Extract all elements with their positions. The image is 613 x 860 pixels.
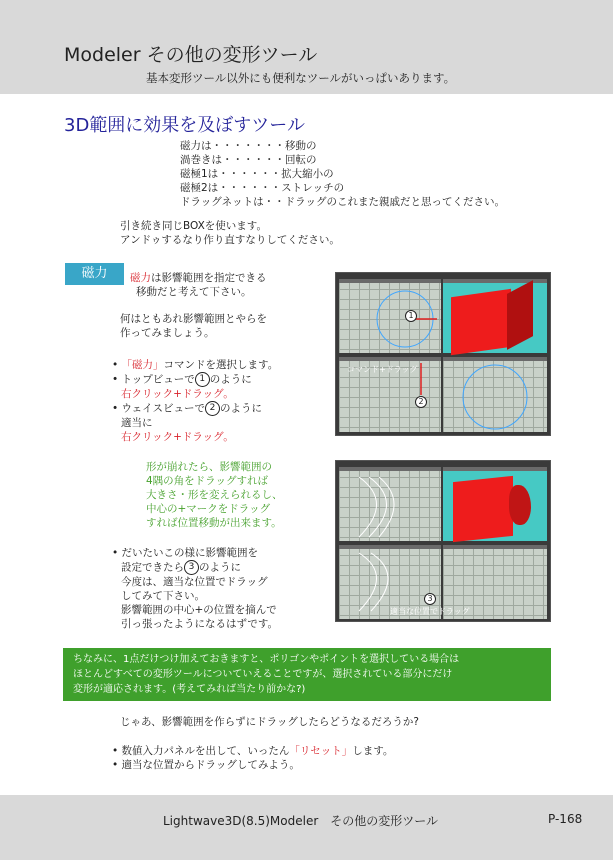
- marker-2: 2: [415, 396, 427, 408]
- section-title: 3D範囲に効果を及ぼすツール: [64, 115, 305, 136]
- magnet-steps: [112, 358, 327, 444]
- step-4-line: のように: [199, 561, 241, 574]
- page-title: Modeler その他の変形ツール: [64, 44, 318, 66]
- tool-list-item: ドラッグネットは・・ドラッグのこれまた親戚だと思ってください。: [180, 196, 505, 208]
- deformed-mesh: [339, 467, 441, 541]
- step-2-text-post: のように: [209, 373, 252, 386]
- note-line: 4隅の角をドラッグすれば: [146, 475, 268, 487]
- para-line: 何はともあれ影響範囲とやらを: [120, 313, 267, 325]
- drag-arrow: [339, 357, 441, 432]
- note-box-line: ちなみに、1点だけつけ加えておきますと、ポリゴンやポイントを選択している場合は: [73, 654, 460, 665]
- circled-number: 2: [205, 401, 220, 416]
- top-viewport: [339, 279, 441, 353]
- screenshot-caption: 適当な位置でドラッグ: [390, 607, 470, 616]
- step-4-line: 設定できたら: [121, 561, 184, 574]
- page-header: [0, 0, 613, 94]
- step-1-command: 「磁力」: [121, 359, 164, 371]
- step-2-action: 右クリック+ドラッグ。: [121, 388, 234, 400]
- page-subtitle: 基本変形ツール以外にも便利なツールがいっぱいあります。: [146, 71, 456, 85]
- falloff-circle-side: [443, 357, 547, 432]
- reset-term: 「リセット」: [289, 745, 353, 757]
- note-line: 形が崩れたら、影響範囲の: [146, 461, 272, 473]
- deformed-cube: [453, 476, 513, 542]
- para-line: 作ってみましょう。: [120, 327, 215, 339]
- step-3-line2: 適当に: [121, 417, 153, 429]
- step-4-line: 引っ張ったようになるはずです。: [121, 618, 278, 630]
- marker-1: 1: [405, 310, 417, 322]
- step-3: • ウェイスビューで 2 のように: [112, 402, 263, 415]
- step-4-line: だいたいこの様に影響範囲を: [121, 547, 259, 559]
- magnet-description: [130, 271, 267, 299]
- step-3-action: 右クリック+ドラッグ。: [121, 431, 234, 443]
- step-4-line: 今度は、適当な位置でドラッグ: [121, 576, 268, 588]
- tool-list-item: 磁極2は・・・・・・ストレッチの: [180, 182, 345, 194]
- note-line: 中心の+マークをドラッグ: [146, 503, 271, 515]
- step-2: • トップビューで 1 のように: [112, 373, 252, 386]
- magnet-desc-text: は影響範囲を指定できる: [151, 272, 267, 284]
- green-note: [146, 460, 283, 530]
- note-box-line: 変形が適応されます。(考えてみれば当たり前かな?): [73, 684, 306, 695]
- intro-text: [120, 219, 340, 247]
- footer-title: Lightwave3D(8.5)Modeler その他の変形ツール: [163, 814, 439, 828]
- tool-list-item: 渦巻きは・・・・・・回転の: [180, 154, 317, 166]
- step-1-text: コマンドを選択します。: [163, 359, 279, 371]
- step-4-line: 影響範囲の中心+の位置を摘んで: [121, 604, 277, 616]
- falloff-circle: [339, 279, 441, 353]
- viewport-titlebar: [443, 467, 547, 471]
- circled-number: 1: [195, 372, 210, 387]
- note-line: すれば位置移動が出来ます。: [146, 517, 282, 529]
- red-cube-side: [507, 280, 533, 350]
- page-number: P-168: [548, 812, 583, 826]
- tool-list-item: 磁極1は・・・・・・拡大縮小の: [180, 168, 334, 180]
- intro-line: 引き続き同じBOXを使います。: [120, 220, 267, 232]
- magnet-term: 磁力: [130, 272, 151, 284]
- tool-list: [180, 139, 505, 209]
- step-3-text-post: のように: [220, 402, 263, 415]
- magnet-badge: 磁力: [65, 263, 124, 285]
- intro-line: アンドゥするなり作り直すなりしてください。: [120, 234, 340, 246]
- tool-list-item: 磁力は・・・・・・・移動の: [180, 140, 317, 152]
- note-line: 大きさ・形を変えられるし、: [146, 489, 283, 501]
- step-2-text: トップビューで: [121, 373, 195, 386]
- step-4: • だいたいこの様に影響範囲を 設定できたら 3 のように 今度は、適当な位置でドラッグ してみて下さい。 影響範囲の中心+の位置を摘んで 引っ張ったようになるはずです。: [112, 546, 327, 631]
- closing-step-2: 適当な位置からドラッグしてみよう。: [121, 759, 300, 771]
- screenshot-caption: コマンド+ドラッグ: [347, 365, 418, 374]
- perspective-viewport: [443, 279, 547, 353]
- note-box-line: ほとんどすべての変形ツールについていえることですが、選択されている部分にだけ: [73, 669, 453, 680]
- perspective-viewport: [443, 467, 547, 541]
- step-1: • 「磁力」コマンドを選択します。: [112, 359, 279, 371]
- closing-steps: • 数値入力パネルを出して、いったん「リセット」します。 • 適当な位置からドラッグしてみよう。: [112, 745, 394, 771]
- magnet-paragraph: [120, 312, 267, 340]
- circled-number: 3: [184, 560, 199, 575]
- viewport-titlebar: [443, 545, 547, 549]
- red-cube: [451, 289, 511, 355]
- closing-question: じゃあ、影響範囲を作らずにドラッグしたらどうなるだろうか?: [120, 716, 419, 728]
- closing-step-text: 数値入力パネルを出して、いったん: [121, 745, 290, 757]
- top-viewport: [339, 467, 441, 541]
- screenshot-magnet-setup: [335, 272, 551, 436]
- note-box: [63, 648, 551, 701]
- marker-3: 3: [424, 593, 436, 605]
- step-3-text: ウェイスビューで: [121, 402, 206, 415]
- step-4-line: してみて下さい。: [121, 590, 205, 602]
- closing-step-text-post: します。: [352, 745, 394, 757]
- page-footer: [0, 795, 613, 860]
- side-viewport: [443, 357, 547, 432]
- magnet-desc-line2: 移動だと考えて下さい。: [136, 286, 252, 298]
- back-viewport: [339, 357, 441, 432]
- deformed-bulge: [509, 485, 531, 525]
- screenshot-magnet-drag: [335, 460, 551, 622]
